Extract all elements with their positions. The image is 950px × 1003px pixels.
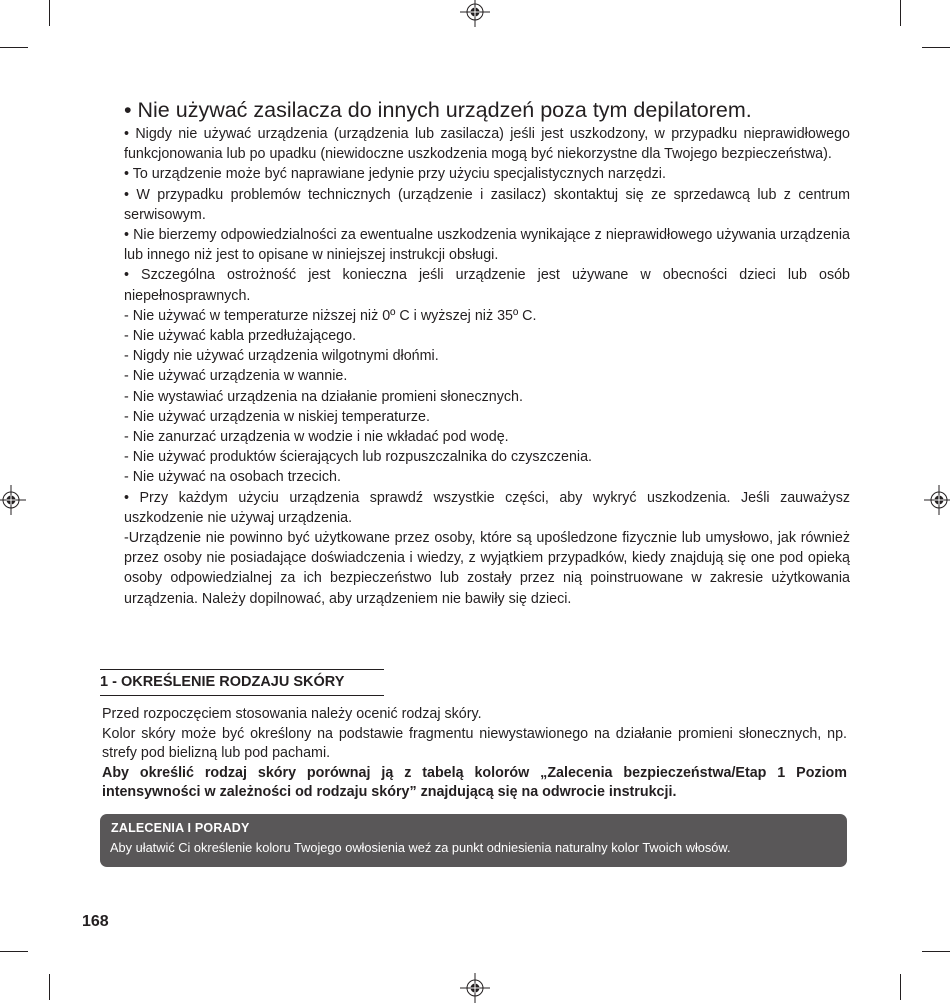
crop-mark [49,0,50,26]
crop-mark [900,974,901,1000]
safety-paragraph: -Urządzenie nie powinno być użytkowane przez osoby, które są upośledzone fizycznie lub umysłowo, jak również przez osoby nie posiadające doświadczenia i wiedzy, z wyjątkiem przypadków, kiedy znajdują się one pod opieką osoby odpowiedzialnej za ich bezpieczeństwo lub zostały przez nią poinstruowane w zakresie użytkowania urządzenia. Należy dopilnować, aby urządzeniem nie bawiły się dzieci. [124,530,850,607]
crop-mark [922,47,950,48]
section-body [102,705,847,803]
safety-list-item: - Nigdy nie używać urządzenia wilgotnymi dłońmi. [124,348,439,365]
page-number: 168 [82,913,109,930]
registration-mark-icon [460,973,490,1003]
safety-list-item: - Nie używać urządzenia w wannie. [124,368,348,385]
section-heading: 1 - OKREŚLENIE RODZAJU SKÓRY [100,669,384,696]
tips-box [100,814,847,867]
safety-paragraph: • Przy każdym użyciu urządzenia sprawdź wszystkie części, aby wykryć uszkodzenia. Jeśli zauważysz uszkodzenie nie używaj urządzenia. [124,489,850,526]
tips-title: ZALECENIA I PORADY [111,821,250,835]
section-paragraph: Przed rozpoczęciem stosowania należy ocenić rodzaj skóry. [102,706,482,722]
tips-text: Aby ułatwić Ci określenie koloru Twojego owłosienia weź za punkt odniesienia naturalny kolor Twoich włosów. [110,840,731,855]
section-paragraph: Kolor skóry może być określony na podstawie fragmentu niewystawionego na działanie promieni słonecznych, np. strefy pod bielizną lub pod pachami. [102,725,847,762]
registration-mark-icon [460,0,490,27]
crop-mark [0,47,28,48]
registration-mark-icon [924,485,950,515]
registration-mark-icon [0,485,26,515]
safety-paragraph: • W przypadku problemów technicznych (urządzenie i zasilacz) skontaktuj się ze sprzedawcą lub z centrum serwisowym. [124,186,850,223]
crop-mark [922,951,950,952]
crop-mark [49,974,50,1000]
safety-list-item: - Nie używać kabla przedłużającego. [124,328,357,345]
safety-paragraph: • Szczególna ostrożność jest konieczna jeśli urządzenie jest używane w obecności dzieci lub osób niepełnosprawnych. [124,267,850,304]
safety-list-item: - Nie wystawiać urządzenia na działanie promieni słonecznych. [124,388,523,405]
safety-list-item: - Nie używać w temperaturze niższej niż 0º C i wyższej niż 35º C. [124,307,537,324]
safety-paragraph: • Nie bierzemy odpowiedzialności za ewentualne uszkodzenia wynikające z nieprawidłowego używania urządzenia lub innego niż jest to opisane w niniejszej instrukcji obsługi. [124,227,850,264]
crop-mark [0,951,28,952]
safety-list-item: - Nie używać produktów ścierających lub rozpuszczalnika do czyszczenia. [124,449,593,466]
crop-mark [900,0,901,26]
skin-type-section [100,669,848,803]
safety-instructions [124,96,850,609]
safety-paragraph: • To urządzenie może być naprawiane jedynie przy użyciu specjalistycznych narzędzi. [124,166,666,183]
section-bold-paragraph: Aby określić rodzaj skóry porównaj ją z tabelą kolorów „Zalecenia bezpieczeństwa/Etap 1 Poziom intensywności w zależności od rodzaju skóry” znajdującą się na odwrocie instrukcji. [102,764,847,801]
safety-paragraph: • Nigdy nie używać urządzenia (urządzenia lub zasilacza) jeśli jest uszkodzony, w przypadku nieprawidłowego funkcjonowania lub po upadku (niewidoczne uszkodzenia mogą być niekorzystne dla Twojego bezpieczeństwa). [124,126,850,163]
safety-list-item: - Nie używać na osobach trzecich. [124,469,341,486]
safety-list-item: - Nie używać urządzenia w niskiej temperaturze. [124,408,430,425]
safety-heading: • Nie używać zasilacza do innych urządzeń poza tym depilatorem. [124,98,752,122]
safety-list-item: - Nie zanurzać urządzenia w wodzie i nie wkładać pod wodę. [124,429,509,446]
